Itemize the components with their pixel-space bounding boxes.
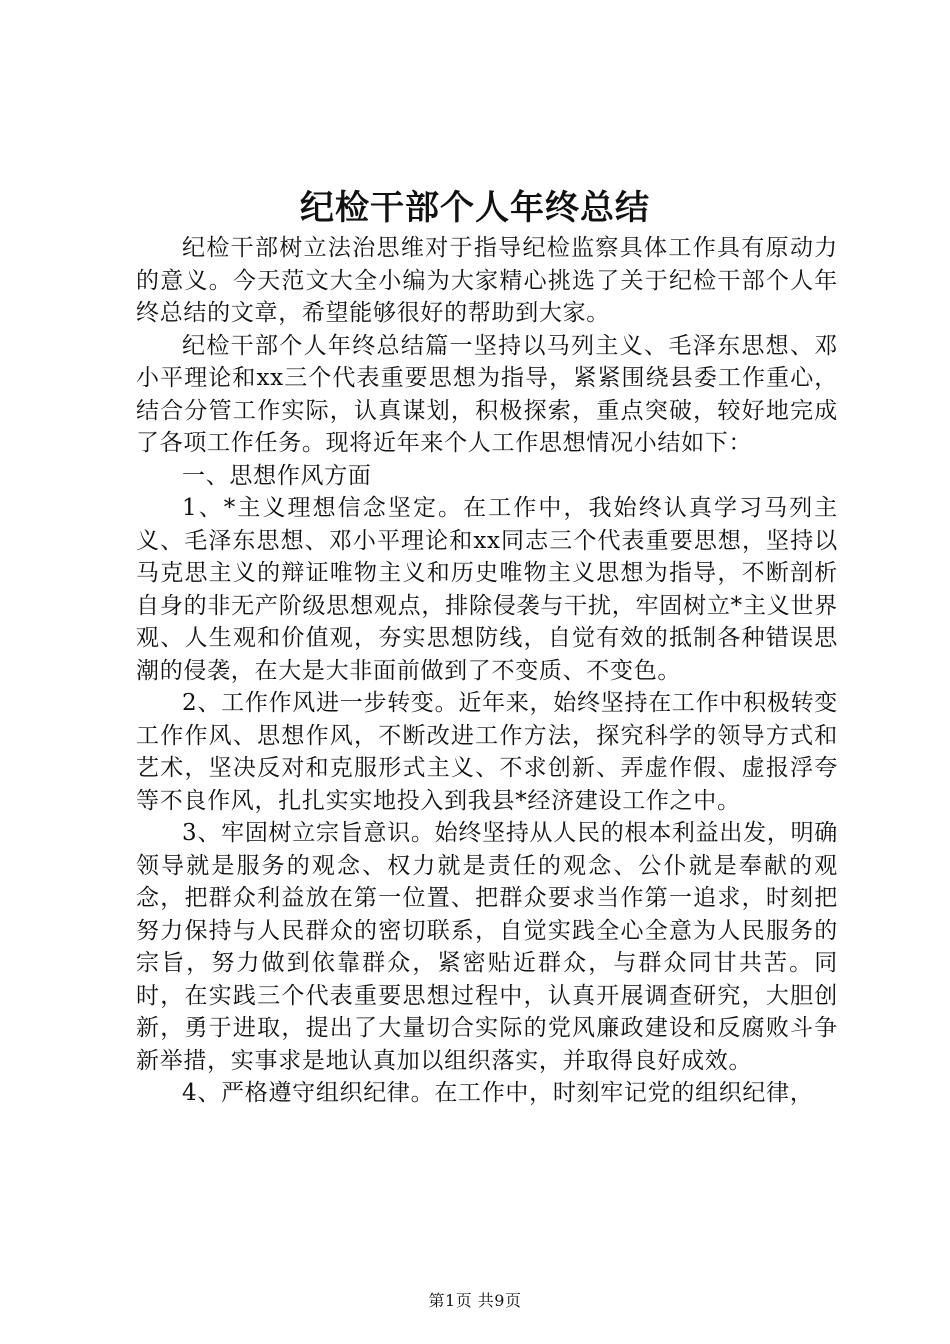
paragraph-item-1: 1、*主义理想信念坚定。在工作中，我始终认真学习马列主义、毛泽东思想、邓小平理论和xx同志三个代表重要思想，坚持以马克思主义的辩证唯物主义和历史唯物主义思想为指导，不断剖析自身的非无产阶级思想观点，排除侵袭与干扰，牢固树立*主义世界观、人生观和价值观，夯实思想防线，自觉有效的抵制各种错误思潮的侵袭，在大是大非面前做到了不变质、不变色。: [136, 495, 838, 684]
paragraph-summary: 纪检干部个人年终总结篇一坚持以马列主义、毛泽东思想、邓小平理论和xx三个代表重要思想为指导，紧紧围绕县委工作重心，结合分管工作实际，认真谋划，积极探索，重点突破，较好地完成了各项工作任务。现将近年来个人工作思想情况小结如下：: [136, 332, 838, 456]
paragraph-item-3: 3、牢固树立宗旨意识。始终坚持从人民的根本利益出发，明确领导就是服务的观念、权力就是责任的观念、公仆就是奉献的观念，把群众利益放在第一位置、把群众要求当作第一追求，时刻把努力保持与人民群众的密切联系，自觉实践全心全意为人民服务的宗旨，努力做到依靠群众，紧密贴近群众，与群众同甘共苦。同时，在实践三个代表重要思想过程中，认真开展调查研究，大胆创新，勇于进取，提出了大量切合实际的党风廉政建设和反腐败斗争新举措，实事求是地认真加以组织落实，并取得良好成效。: [136, 820, 838, 1074]
paragraph-item-4: 4、严格遵守组织纪律。在工作中，时刻牢记党的组织纪律，: [182, 1080, 814, 1106]
paragraph-item-2: 2、工作作风进一步转变。近年来，始终坚持在工作中积极转变工作作风、思想作风，不断改进工作方法，探究科学的领导方式和艺术，坚决反对和克服形式主义、不求创新、弄虚作假、虚报浮夸等不良作风，扎扎实实地投入到我县*经济建设工作之中。: [136, 690, 838, 814]
paragraph-intro: 纪检干部树立法治思维对于指导纪检监察具体工作具有原动力的意义。今天范文大全小编为大家精心挑选了关于纪检干部个人年终总结的文章，希望能够很好的帮助到大家。: [136, 235, 838, 326]
section-heading-1: 一、思想作风方面: [182, 462, 372, 489]
document-body: [136, 232, 838, 1110]
document-title: 纪检干部个人年终总结: [300, 188, 650, 228]
page-number-footer: 第1页 共9页: [428, 1291, 522, 1310]
